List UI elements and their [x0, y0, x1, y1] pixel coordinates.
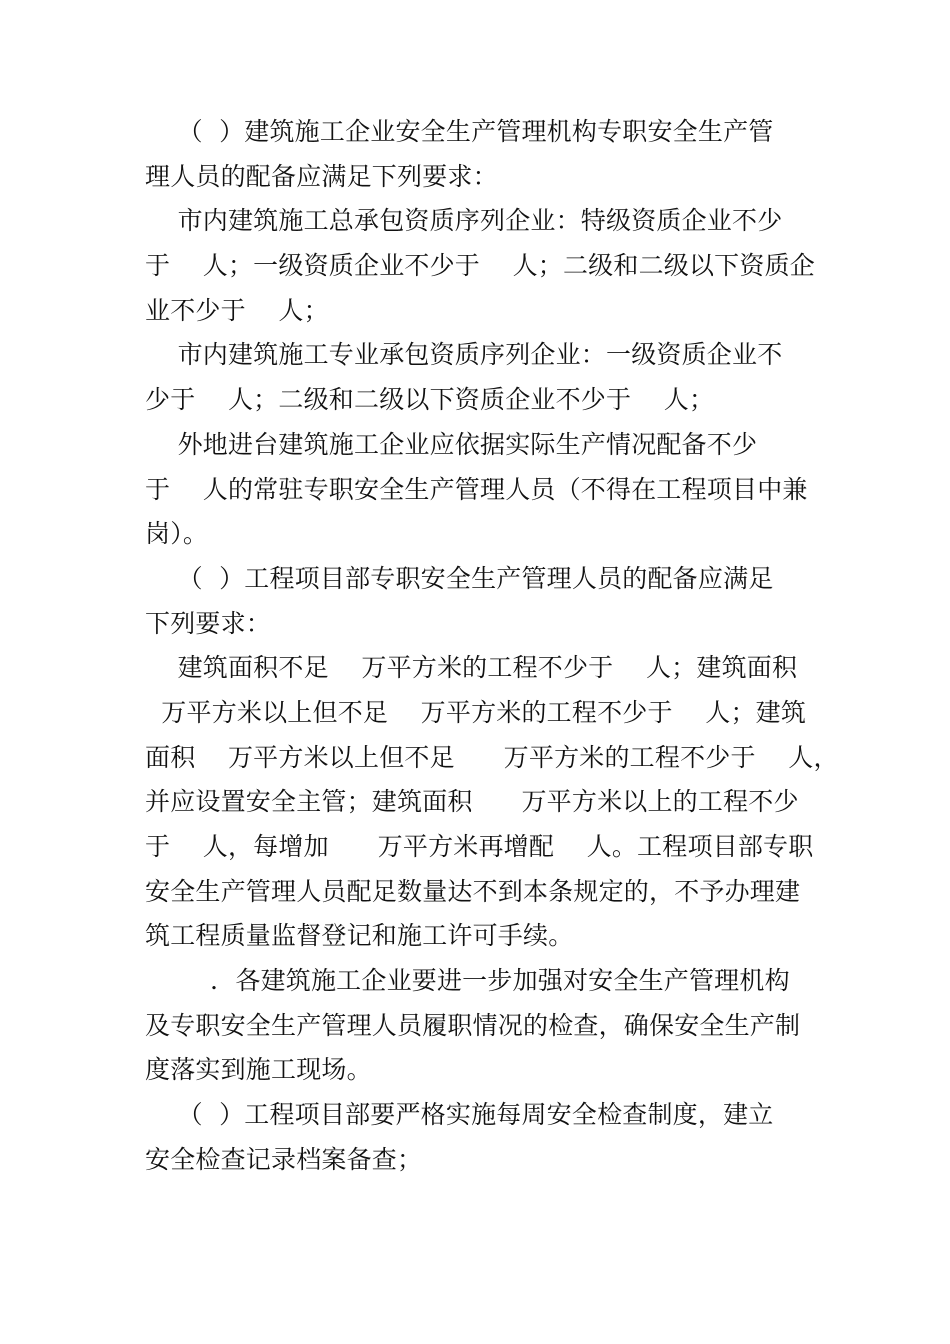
- text-line: 并应设置安全主管；建筑面积 万平方米以上的工程不少: [145, 787, 799, 817]
- text-line: 于 人，每增加 万平方米再增配 人。工程项目部专职: [145, 832, 814, 861]
- text-line: 下列要求：: [145, 608, 272, 638]
- text-line: ．各建筑施工企业要进一步加强对安全生产管理机构: [145, 966, 790, 996]
- text-line: 万平方米以上但不足 万平方米的工程不少于 人；建筑: [145, 697, 807, 727]
- document-body: [145, 110, 839, 1183]
- text-line: 度落实到施工现场。: [145, 1055, 372, 1085]
- text-line: 于 人的常驻专职安全生产管理人员（不得在工程项目中兼: [145, 474, 808, 504]
- text-line: 少于 人；二级和二级以下资质企业不少于 人；: [145, 385, 715, 415]
- text-line: 安全检查记录档案备查；: [145, 1144, 423, 1174]
- text-line: 市内建筑施工专业承包资质序列企业：一级资质企业不: [145, 340, 783, 370]
- text-line: 于 人；一级资质企业不少于 人；二级和二级以下资质企: [145, 251, 815, 281]
- text-line: （ ）工程项目部要严格实施每周安全检查制度，建立: [145, 1100, 774, 1130]
- text-line: 市内建筑施工总承包资质序列企业：特级资质企业不少: [145, 206, 783, 236]
- text-line: 理人员的配备应满足下列要求：: [145, 161, 498, 191]
- text-line: 外地进台建筑施工企业应依据实际生产情况配备不少: [145, 429, 758, 459]
- text-line: 安全生产管理人员配足数量达不到本条规定的，不予办理建: [145, 876, 801, 906]
- text-line: 岗）。: [145, 519, 209, 549]
- text-line: 筑工程质量监督登记和施工许可手续。: [145, 921, 574, 951]
- text-line: 业不少于 人；: [145, 295, 329, 325]
- text-line: （ ）工程项目部专职安全生产管理人员的配备应满足: [145, 563, 774, 593]
- text-line: 面积 万平方米以上但不足 万平方米的工程不少于 人，: [145, 742, 839, 772]
- text-line: 建筑面积不足 万平方米的工程不少于 人；建筑面积: [145, 653, 798, 683]
- text-line: （ ）建筑施工企业安全生产管理机构专职安全生产管: [145, 117, 774, 146]
- text-line: 及专职安全生产管理人员履职情况的检查，确保安全生产制: [145, 1010, 801, 1040]
